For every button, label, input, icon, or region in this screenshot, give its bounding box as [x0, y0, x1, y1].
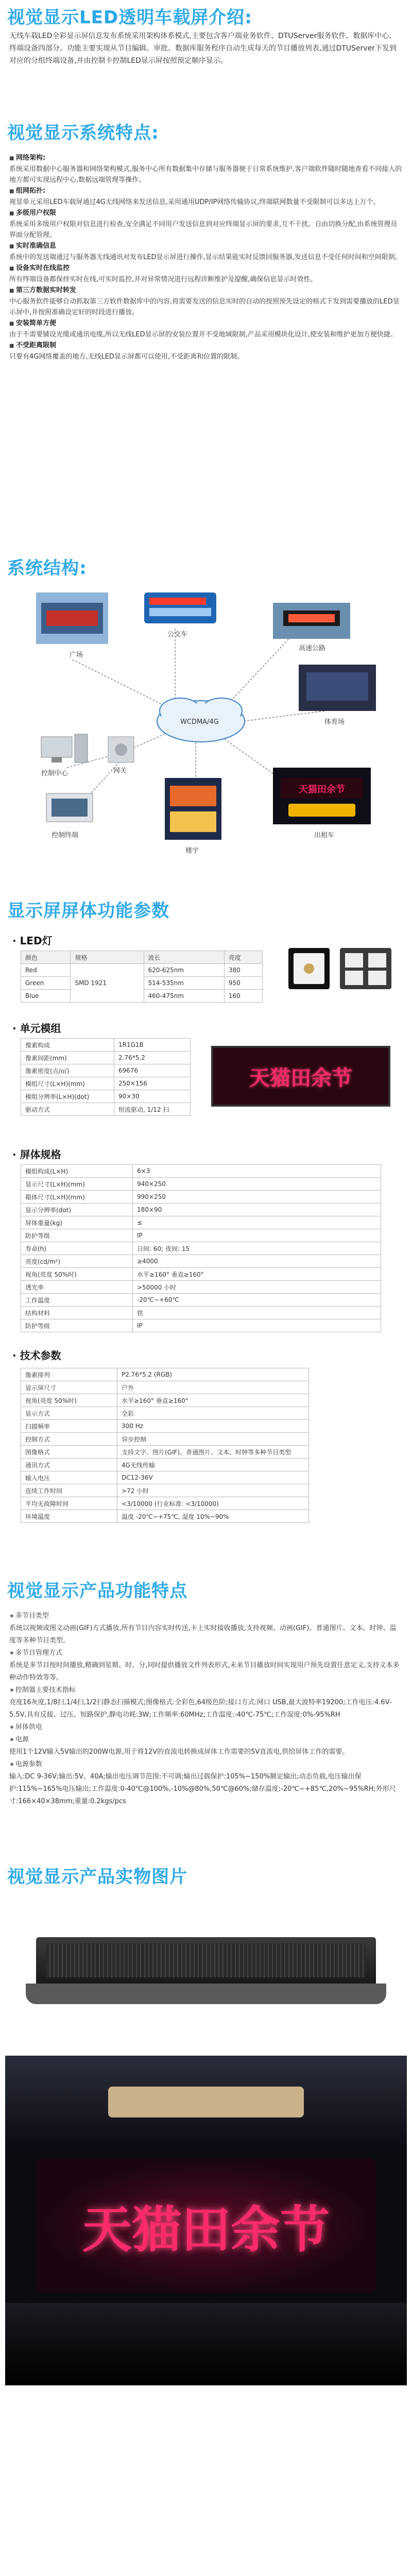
node-label-taxi: 出租车	[314, 832, 335, 839]
tech-key: 显示屏尺寸	[21, 1381, 117, 1394]
module-value: 69676	[114, 1064, 191, 1077]
photos-title: 视觉显示产品实物图片	[7, 1867, 187, 1887]
intro-paragraph: 无线车载LED全彩显示屏信息发布系统采用架构体系模式,主要包含客户端业务软件、DTUServer服务软件、数据库中心、终端设备四部分。功能主要实现从节目编辑、审批、数据库服务程序自动生成每天的节目播放列表,通过DTUServer下发到对应的分组终端设备,并由控制卡控制LED显示屏按照预定顺序显示。	[9, 32, 397, 65]
system-diagram	[5, 582, 407, 860]
led-cell: 514-535nm	[144, 977, 224, 990]
params-title: 显示屏屏体功能参数	[7, 901, 169, 921]
tech-key: 平均无故障时间	[21, 1497, 117, 1510]
feature-desc: 系统采用数据中心服务器和网络架构模式,服务中心所有数据集中存储与服务器便于日常系统维护,客户端软件随时随地查看不同接入的地方都可实现远程中心,数据远端管理等操作。	[9, 165, 402, 184]
function-list	[9, 1610, 403, 1808]
taxi-node	[273, 768, 371, 839]
function-desc: 系统以视频或图文动画(GIF)方式播放,所有节目内容实时传送,卡上实时接收播放,支持视频、动画(GIF)、普通图片、文本、时钟、温度等多种节目类型。	[9, 1624, 397, 1645]
feature-heading: ■ 组网拓扑:	[9, 185, 403, 197]
body-value: >50000 小时	[133, 1281, 381, 1294]
led-col-header: 规格	[71, 951, 144, 964]
feature-heading: ■ 实时准确信息	[9, 241, 403, 252]
node-label-gateway: 网关	[113, 767, 127, 775]
features-title: 视觉显示系统特点:	[7, 123, 159, 143]
module-heading: · 单元模组	[12, 1020, 61, 1035]
body-key: 防护等级	[21, 1229, 133, 1242]
tech-value: 支持文字、图片(GIF)、普通图片、文本、时钟等多种节目类型	[117, 1446, 309, 1459]
body-value: ≤	[133, 1216, 381, 1229]
body-value: 180×90	[133, 1204, 381, 1216]
led-chip-image	[288, 948, 330, 989]
tech-key: 扫描频率	[21, 1420, 117, 1433]
control-center-node	[41, 734, 88, 777]
tech-key: 通讯方式	[21, 1459, 117, 1471]
tech-key: 连续工作时间	[21, 1484, 117, 1497]
led-cell: 950	[224, 977, 262, 990]
tech-key: 输入电压	[21, 1471, 117, 1484]
tech-value: 温度 -20℃~+75℃, 湿度 10%~90%	[117, 1510, 309, 1523]
module-value: 恒流驱动, 1/12 扫	[114, 1103, 191, 1116]
feature-list	[9, 152, 403, 362]
feature-heading: ■ 多级用户权限	[9, 208, 403, 219]
module-value: 1R1G1B	[114, 1039, 191, 1052]
node-label-highway: 高速公路	[299, 645, 326, 652]
module-table	[21, 1038, 191, 1116]
body-key: 工作温度	[21, 1294, 133, 1307]
module-key: 模组尺寸(L×H)(mm)	[21, 1077, 114, 1090]
led-cell: 160	[224, 990, 262, 1003]
photo-screen-text: 天猫田余节	[82, 2200, 330, 2259]
function-heading: ★ 多节目类型	[9, 1610, 403, 1622]
function-desc: 亮度16灰度,1/8扫,1/4扫,1/2扫静态扫描模式;图像格式:全彩色,64级色阶;接口方式:网口 USB,最大波特率19200;工作电压:4.6V-5.5V,具有反接、过压、短路保护,静电功耗:3W;工作频率:60MHz;工作温度:-40℃-75℃;工作湿度:0%-95%RH	[9, 1699, 392, 1719]
square-node	[36, 592, 108, 659]
led-cell: 380	[224, 964, 262, 977]
led-cell: Blue	[21, 990, 71, 1003]
tech-value: 水平≥160° 垂直≥160°	[117, 1394, 309, 1407]
module-value: 90×30	[114, 1090, 191, 1103]
feature-heading: ■ 网络架构:	[9, 152, 403, 164]
feature-heading: ■ 不受距离限制	[9, 340, 403, 351]
tech-value: 全彩	[117, 1407, 309, 1420]
body-key: 透光率	[21, 1281, 133, 1294]
tech-key: 视角(亮度 50%时)	[21, 1394, 117, 1407]
node-label-gym: 体育场	[324, 718, 345, 726]
feature-heading: ■ 第三方数据实时转发	[9, 285, 403, 296]
body-key: 防护等级	[21, 1319, 133, 1332]
body-value: 日间: 60; 夜间: 15	[133, 1242, 381, 1255]
feature-desc: 系统中的发送端通过与服务器无线通讯对发布LED显示屏进行操作,显示结果能实时反馈回服务器,发送信息不受任何时间和空间限制。	[9, 253, 402, 261]
module-key: 像素构成	[21, 1039, 114, 1052]
intro-title: 视觉显示LED透明车载屏介绍:	[7, 7, 252, 28]
feature-heading: ■ 安装简单方便	[9, 318, 403, 329]
tech-value: DC12-36V	[117, 1471, 309, 1484]
module-key: 驱动方式	[21, 1103, 114, 1116]
node-label-square: 广场	[70, 651, 83, 659]
body-heading: · 屏体规格	[12, 1146, 61, 1161]
body-key: 屏体重量(kg)	[21, 1216, 133, 1229]
body-key: 视角(亮度 50%时)	[21, 1268, 133, 1281]
tech-table	[21, 1368, 309, 1523]
bus-node	[144, 592, 216, 638]
node-label-building: 楼宇	[185, 847, 199, 855]
led-col-header: 亮度	[224, 951, 262, 964]
function-heading: ★ 多节目管理方式	[9, 1647, 403, 1659]
tech-value: 异步控制	[117, 1433, 309, 1446]
led-heading: · LED灯	[12, 933, 53, 947]
body-value: 940×250	[133, 1178, 381, 1191]
body-value: 水平≥160° 垂直≥160°	[133, 1268, 381, 1281]
tech-key: 显示方式	[21, 1407, 117, 1420]
feature-desc: 中心服务软件能够自动抓取第三方软件数据库中的内容,将需要发送的信息实时的自动的按照预先设定的格式下发到需要播放的LED显示屏中,并按照准确设定好的时段进行播放。	[9, 298, 400, 316]
body-key: 显示分辨率(dot)	[21, 1204, 133, 1216]
body-value: -20℃~+60℃	[133, 1294, 381, 1307]
tech-value: P2.76*5.2 (RGB)	[117, 1368, 309, 1381]
body-value: ≥4000	[133, 1255, 381, 1268]
tech-value: 户外	[117, 1381, 309, 1394]
module-key: 像素间距(mm)	[21, 1052, 114, 1064]
module-key: 模组分辨率(L×H)(dot)	[21, 1090, 114, 1103]
tech-value: >72 小时	[117, 1484, 309, 1497]
structure-title: 系统结构:	[7, 558, 87, 579]
led-cell: 460-475nm	[144, 990, 224, 1003]
tech-key: 图像格式	[21, 1446, 117, 1459]
body-value: 6×3	[133, 1165, 381, 1178]
node-label-bus: 公交车	[167, 631, 188, 638]
module-value: 2.76*5.2	[114, 1052, 191, 1064]
node-label-cloud: WCDMA/4G	[180, 718, 219, 726]
product-photo-2	[5, 2056, 407, 2385]
feature-heading: ■ 设备实时在线监控	[9, 263, 403, 274]
body-value: IP	[133, 1229, 381, 1242]
body-key: 亮度(cd/m²)	[21, 1255, 133, 1268]
module-value: 250×156	[114, 1077, 191, 1090]
led-cell: Red	[21, 964, 71, 977]
body-value: 990×250	[133, 1191, 381, 1204]
node-label-terminal: 控制终端	[52, 832, 79, 839]
function-desc: 系统是多节目按时间播放,精确到星期、时、分,同时提供播放文件列表形式,未来节目播放时间实现用户预先设置任意定义,支持文本多种动作特效等等。	[9, 1662, 400, 1682]
tech-value: 4G无线传输	[117, 1459, 309, 1471]
product-photo-1	[5, 1906, 407, 2045]
taxi-screen-text: 天猫田余节	[299, 784, 345, 795]
tech-value: 300 Hz	[117, 1420, 309, 1433]
function-desc: 输入:DC 9-36V;输出:5V、40A;输出电压调节范围:不可调;输出过载保护:105%~150%额定输出;动态负载,电压输出保护:115%~165%电压输出;工作温度:0-40℃@100%,-10%@80%,50℃@60%;储存温度:-20℃~+85℃,20%~95%RH;外形尺寸:166×40×38mm;重量:0.2kgs/pcs	[9, 1773, 396, 1805]
function-heading: ★ 屏体供电	[9, 1721, 403, 1734]
led-col-header: 波长	[144, 951, 224, 964]
module-screen-text: 天猫田余节	[249, 1066, 352, 1090]
feature-desc: 只要有4G网络覆盖的地方,无线LED显示屏都可以使用,不受距离和位置的限制。	[9, 353, 244, 361]
function-heading: ★ 电源参数	[9, 1758, 403, 1771]
node-label-center: 控制中心	[41, 770, 68, 777]
tech-key: 控制方式	[21, 1433, 117, 1446]
tech-key: 环境温度	[21, 1510, 117, 1523]
tech-heading: · 技术参数	[12, 1347, 61, 1362]
highway-node	[273, 603, 350, 652]
body-key: 箱体尺寸(L×H)(mm)	[21, 1191, 133, 1204]
body-value: IP	[133, 1319, 381, 1332]
function-title: 视觉显示产品功能特点	[7, 1581, 187, 1601]
module-key: 像素密度(点/㎡)	[21, 1064, 114, 1077]
terminal-node	[46, 793, 93, 839]
body-value: 铁	[133, 1307, 381, 1319]
led-cell-spec: SMD 1921	[71, 964, 144, 1003]
tech-value: <3/10000 (行业标准: <3/10000)	[117, 1497, 309, 1510]
body-key: 显示尺寸(L×H)(mm)	[21, 1178, 133, 1191]
feature-desc: 所有终端设备都保持实时在线,可实时监控,并对异常情况进行远程诊断维护及提醒,确保信息显示时效性。	[9, 276, 317, 283]
body-key: 结构材料	[21, 1307, 133, 1319]
feature-desc: 系统采用多级用户权限对信息进行检查,安全满足不同用户发送信息到对应终端显示屏的要求,互不干扰。自由切换分配,由系统管理员界面分配管理。	[9, 221, 398, 239]
body-key: 寿命(h)	[21, 1242, 133, 1255]
led-col-header: 颜色	[21, 951, 71, 964]
building-node	[165, 778, 221, 855]
feature-desc: 由于不需要铺设光缆或通讯电缆,所以无线LED显示屏的安装位置并不受地域限制,产品采用模块化设计,使安装和维护更加方便快捷。	[9, 331, 397, 338]
function-heading: ★ 电源	[9, 1734, 403, 1746]
led-cell: 620-625nm	[144, 964, 224, 977]
gym-node	[299, 665, 376, 726]
led-chip-array-image	[340, 948, 391, 989]
tech-key: 像素排列	[21, 1368, 117, 1381]
function-heading: ★ 控制器主要技术指标	[9, 1684, 403, 1697]
feature-desc: 视显单元采用LED车载屏通过4G无线网络来发送信息,采用通用UDP/IP网络传输协议,终端联网数量不受限制可以多达上万个。	[9, 198, 380, 206]
function-desc: 使用1个12V输入5V输出的200W电源,用于将12V的直流电转换成屏体工作需要的5V直流电,供给屏体工作的需要。	[9, 1748, 349, 1756]
led-cell: Green	[21, 977, 71, 990]
cloud-node	[157, 698, 245, 742]
body-key: 模组构成(L×H)	[21, 1165, 133, 1178]
module-screen-image	[211, 1046, 390, 1107]
gateway-node	[108, 737, 134, 775]
led-table	[21, 951, 263, 1003]
body-table	[21, 1164, 381, 1332]
